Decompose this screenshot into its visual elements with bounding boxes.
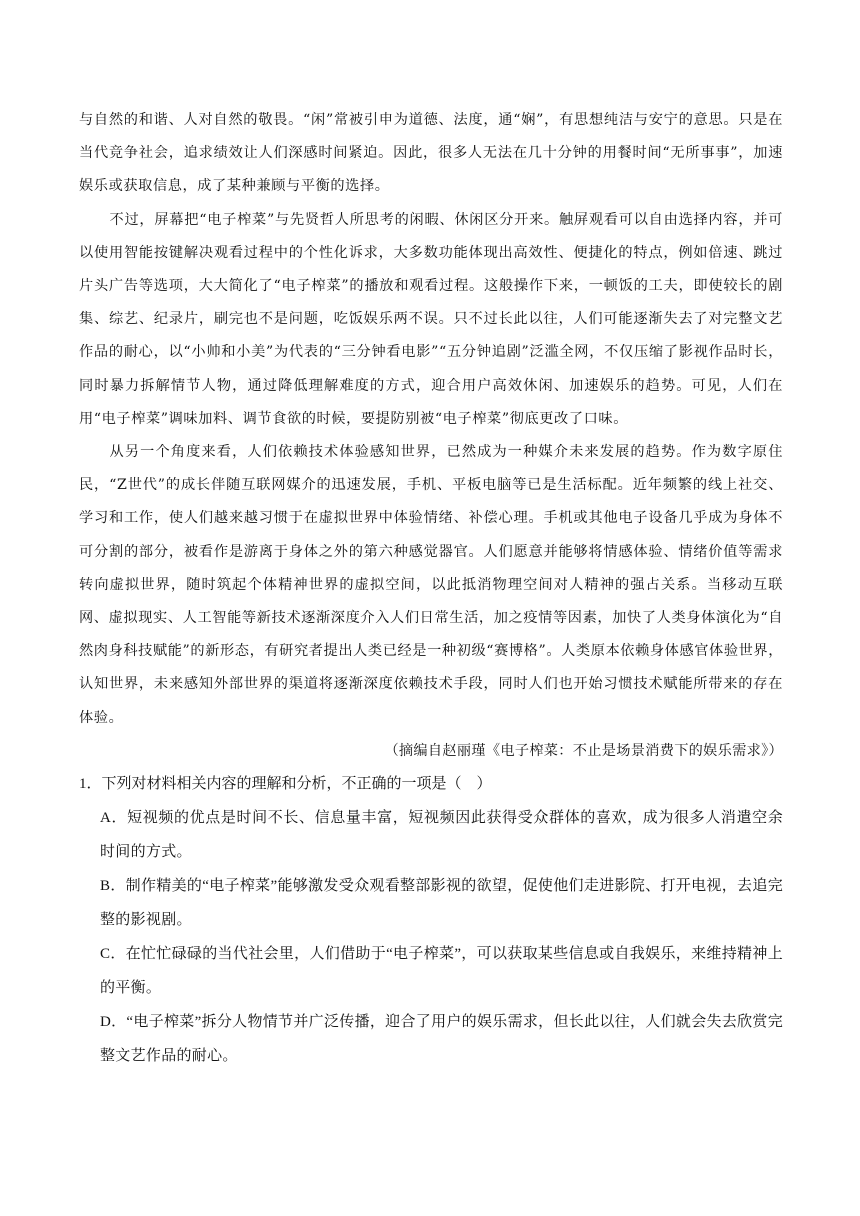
option-a[interactable]: A．短视频的优点是时间不长、信息量丰富，短视频因此获得受众群体的喜欢，成为很多人消遣空余时间的方式。 [100,810,783,861]
option-b[interactable]: B．制作精美的“电子榨菜”能够激发受众观看整部影视的欲望，促使他们走进影院、打开电视，去追完整的影视剧。 [100,878,783,929]
option-c[interactable]: C．在忙忙碌碌的当代社会里，人们借助于“电子榨菜”，可以获取某些信息或自我娱乐，来维持精神上的平衡。 [100,946,783,997]
paragraph-continuation: 与自然的和谐、人对自然的敬畏。“闲”常被引申为道德、法度，通“娴”，有思想纯洁与安宁的意思。只是在当代竞争社会，追求绩效让人们深感时间紧迫。因此，很多人无法在几十分钟的用餐时间“无所事事”，加速娱乐或获取信息，成了某种兼顾与平衡的选择。 [79,112,783,195]
document-page [79,104,783,1073]
paragraph-technology-perception: 从另一个角度来看，人们依赖技术体验感知世界，已然成为一种媒介未来发展的趋势。作为数字原住民，“Z世代”的成长伴随互联网媒介的迅速发展，手机、平板电脑等已是生活标配。近年频繁的线上社交、学习和工作，使人们越来越习惯于在虚拟世界中体验情绪、补偿心理。手机或其他电子设备几乎成为身体不可分割的部分，被看作是游离于身体之外的第六种感觉器官。人们愿意并能够将情感体验、情绪价值等需求转向虚拟世界，随时筑起个体精神世界的虚拟空间，以此抵消物理空间对人精神的强占关系。当移动互联网、虚拟现实、人工智能等新技术逐渐深度介入人们日常生活，加之疫情等因素，加快了人类身体演化为“自然肉身科技赋能”的新形态，有研究者提出人类已经是一种初级“赛博格”。人类原本依赖身体感官体验世界，认知世界，未来感知外部世界的渠道将逐渐深度依赖技术手段，同时人们也开始习惯技术赋能所带来的存在体验。 [79,444,783,726]
question-stem: 1．下列对材料相关内容的理解和分析，不正确的一项是（ ） [79,776,492,793]
source-citation: （摘编自赵丽瑾《电子榨菜：不止是场景消费下的娱乐需求》） [384,742,783,759]
question-block [79,768,783,1073]
paragraph-screen-distinction: 不过，屏幕把“电子榨菜”与先贤哲人所思考的闲暇、休闲区分开来。触屏观看可以自由选择内容，并可以使用智能按键解决观看过程中的个性化诉求，大多数功能体现出高效性、便捷化的特点，例如倍速、跳过片头广告等选项，大大简化了“电子榨菜”的播放和观看过程。这般操作下来，一顿饭的工夫，即使较长的剧集、综艺、纪录片，刷完也不是问题，吃饭娱乐两不误。只不过长此以往，人们可能逐渐失去了对完整文艺作品的耐心，以“小帅和小美”为代表的“三分钟看电影”“五分钟追剧”泛滥全网，不仅压缩了影视作品时长，同时暴力拆解情节人物，通过降低理解难度的方式，迎合用户高效休闲、加速娱乐的趋势。可见，人们在用“电子榨菜”调味加料、调节食欲的时候，要提防别被“电子榨菜”彻底更改了口味。 [79,211,783,427]
option-d[interactable]: D．“电子榨菜”拆分人物情节并广泛传播，迎合了用户的娱乐需求，但长此以往，人们就会失去欣赏完整文艺作品的耐心。 [100,1014,783,1065]
